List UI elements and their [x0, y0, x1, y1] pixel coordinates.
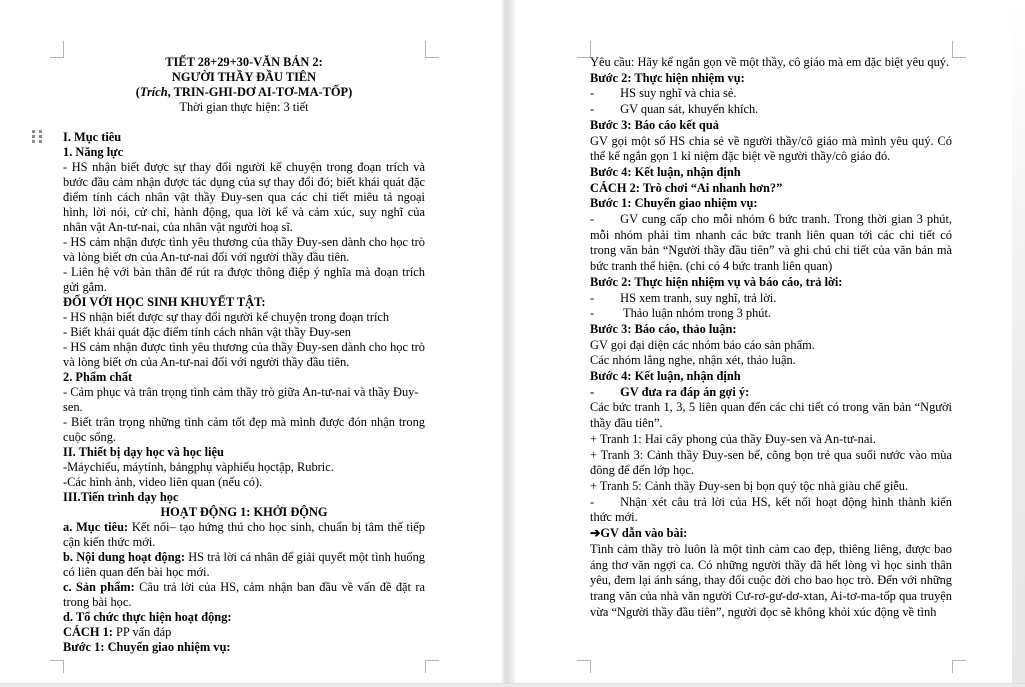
- text-run: TIẾT 28+29+30-VĂN BẢN 2:: [165, 55, 323, 69]
- text-run: d. Tổ chức thực hiện hoạt động:: [63, 610, 232, 624]
- text-run: a. Mục tiêu:: [63, 520, 129, 534]
- lead-in-heading: [590, 526, 952, 542]
- body-paragraph: [63, 625, 425, 640]
- margin-crop-mark-top-left: [50, 41, 64, 58]
- text-run: - HS cảm nhận được tình yêu thương của thầy Đuy-sen dành cho học trò và lòng biết ơn của An-tư-nai đối với người thầy đầu tiên.: [63, 235, 425, 264]
- text-run: -: [590, 306, 595, 321]
- page-2-text-area[interactable]: [590, 55, 952, 620]
- text-run: Bước 2: Thực hiện nhiệm vụ:: [590, 70, 745, 85]
- body-paragraph: [63, 385, 425, 415]
- section-heading: [63, 490, 425, 505]
- text-run: - Liên hệ với bản thân để rút ra được thông điệp ý nghĩa mà đoạn trích gửi gắm.: [63, 265, 425, 294]
- activity-heading: [63, 505, 425, 520]
- text-run: -Máychiếu, máytính, bảngphụ vàphiếu họctập, Rubric.: [63, 460, 334, 474]
- text-run: -: [590, 212, 595, 227]
- text-run: Các bức tranh 1, 3, 5 liên quan đến các chi tiết có trong văn bản “Người thầy đầu tiên”.: [590, 400, 952, 431]
- body-paragraph: [590, 400, 952, 431]
- text-run: ĐỐI VỚI HỌC SINH KHUYẾT TẬT:: [63, 295, 266, 309]
- text-run: Nhận xét câu trả lời của HS, kết nối hoạt động hình thành kiến thức mới.: [590, 494, 952, 525]
- list-item: [590, 291, 952, 307]
- text-run: + Tranh 5: Cảnh thầy Đuy-sen bị bọn quý tộc nhà giàu chế giễu.: [590, 478, 909, 493]
- text-run: ➔: [590, 526, 601, 541]
- body-paragraph: [63, 340, 425, 370]
- window-bottom-edge: [0, 683, 1025, 687]
- body-paragraph: [63, 550, 425, 580]
- text-run: - Biết trân trọng những tình cảm tốt đẹp mà mình được đón nhận trong cuộc sống.: [63, 415, 425, 444]
- list-item: [590, 102, 952, 118]
- step-heading: [590, 71, 952, 87]
- step-heading: [590, 369, 952, 385]
- body-paragraph: [63, 235, 425, 265]
- body-paragraph: [63, 265, 425, 295]
- page-1-text-area[interactable]: [63, 55, 425, 655]
- text-run: GV cung cấp cho mỗi nhóm 6 bức tranh. Trong thời gian 3 phút, mỗi nhóm phải tìm nhanh các bức tranh liên quan tới các chi tiết có trong văn bản “Người thầy đầu tiên” và ghi chú chi tiết của văn bản mà bức tranh thể hiện. (chỉ có 4 bức tranh liên quan): [590, 212, 952, 274]
- margin-crop-mark-top-right: [952, 41, 966, 58]
- body-paragraph: [590, 55, 952, 71]
- text-run: Câu trả lời của HS, cảm nhận ban đầu về vấn đề đặt ra trong bài học.: [63, 580, 425, 609]
- text-run: - HS nhận biết được sự thay đổi người kể chuyện trong đoạn trích: [63, 310, 390, 324]
- text-run: (: [135, 85, 140, 99]
- text-run: Thời gian thực hiện: 3 tiết: [179, 100, 309, 114]
- margin-crop-mark-top-right: [425, 41, 439, 58]
- text-run: GV gọi một số HS chia sẻ về người thầy/cô giáo mà mình yêu quý. Có thể kể ngắn gọn 1 kỉ niệm đặc biệt về người thầy/cô giáo đó.: [590, 133, 952, 164]
- text-run: HOẠT ĐỘNG 1: KHỞI ĐỘNG: [160, 505, 328, 519]
- step-heading: [590, 118, 952, 134]
- text-run: b. Nội dung hoạt động:: [63, 550, 185, 564]
- list-item: [590, 306, 952, 322]
- margin-crop-mark-bottom-right: [425, 660, 439, 673]
- text-run: 2. Phẩm chất: [63, 370, 133, 384]
- body-paragraph: [590, 353, 952, 369]
- text-run: GV quan sát, khuyến khích.: [620, 102, 759, 117]
- step-heading: [590, 322, 952, 338]
- text-run: -: [590, 384, 595, 399]
- text-run: PP vấn đáp: [112, 625, 172, 639]
- doc-title-line-1: [63, 55, 425, 70]
- text-run: Kết nối– tạo hứng thú cho học sinh, chuẩn bị tâm thế tiếp cận kiến thức mới.: [63, 520, 425, 549]
- text-run: Bước 1: Chuyển giao nhiệm vụ:: [590, 196, 758, 211]
- text-run: , TRIN-GHI-DƠ AI-TƠ-MA-TỐP): [167, 85, 353, 99]
- text-run: - HS nhận biết được sự thay đổi người kể chuyện trong đoạn trích và bước đầu cảm nhận được tác dụng của sự thay đổi đó; biết khái quát đặc điểm tính cách nhân vật thầy Đuy-sen qua các chi tiết miêu tả ngoại hình, lời nói, cử chỉ, hành động, qua lời kể và cảm xúc, suy nghĩ của nhân vật An-tư-nai, của nhân vật người hoạ sĩ.: [63, 160, 425, 234]
- doc-title-line-3: [63, 85, 425, 100]
- body-paragraph: [590, 448, 952, 479]
- text-run: Bước 3: Báo cáo kết quả: [590, 117, 719, 132]
- text-run: - Biết khái quát đặc điểm tính cách nhân vật thầy Đuy-sen: [63, 325, 351, 339]
- text-run: - HS cảm nhận được tình yêu thương của thầy Đuy-sen dành cho học trò và lòng biết ơn của An-tư-nai đối với người thầy đầu tiên.: [63, 340, 425, 369]
- list-item: [590, 495, 952, 526]
- text-run: Tình cảm thầy trò luôn là một tình cảm cao đẹp, thiêng liêng, được bao áng thơ văn ngợi ca. Có những người thầy đã hết lòng vì học sinh thân yêu, đem lại ánh sáng, thay đổi cuộc đời cho bao học trò. Đến với những trang văn của nhà văn người Cư-rơ-gư-dơ-xtan, Ai-tơ-ma-tốp qua truyện vừa “Người thầy đầu tiên”, người đọc sẽ không khỏi xúc động về tình: [590, 541, 952, 619]
- blank-line: [63, 115, 425, 130]
- section-heading: [63, 445, 425, 460]
- text-run: -: [590, 86, 595, 101]
- right-edge-shading: [1012, 0, 1025, 683]
- step-heading: [590, 275, 952, 291]
- list-item: [590, 385, 952, 401]
- text-run: HS trả lời cá nhân để giải quyết một tình huống có liên quan đến bài học mới.: [63, 550, 425, 579]
- sub-heading: [63, 370, 425, 385]
- margin-crop-mark-bottom-left: [50, 660, 64, 673]
- margin-crop-mark-bottom-right: [952, 660, 966, 673]
- body-paragraph: [63, 460, 425, 475]
- body-paragraph: [590, 432, 952, 448]
- body-paragraph: [63, 415, 425, 445]
- doc-title-line-2: [63, 70, 425, 85]
- text-run: -Các hình ảnh, video liên quan (nếu có).: [63, 475, 263, 489]
- text-run: Các nhóm lắng nghe, nhận xét, thảo luận.: [590, 353, 796, 368]
- sub-heading: [63, 295, 425, 310]
- sub-heading: [63, 610, 425, 625]
- text-run: GV gọi đại diện các nhóm báo cáo sản phẩm.: [590, 337, 815, 352]
- text-run: - Cảm phục và trân trọng tình cảm thầy trò giữa An-tư-nai và thầy Đuy-sen.: [63, 385, 419, 414]
- text-run: CÁCH 2: Trò chơi “Ai nhanh hơn?”: [590, 180, 783, 195]
- step-heading: [590, 165, 952, 181]
- step-heading: [590, 196, 952, 212]
- text-run: III.Tiến trình dạy học: [63, 490, 179, 504]
- text-run: c. Sản phẩm:: [63, 580, 135, 594]
- text-run: 1. Năng lực: [63, 145, 124, 159]
- text-run: -: [590, 494, 595, 509]
- text-run: Bước 1: Chuyển giao nhiệm vụ:: [63, 640, 231, 654]
- paragraph-drag-handle-icon[interactable]: [32, 130, 44, 145]
- text-run: Thảo luận nhóm trong 3 phút.: [620, 306, 771, 321]
- page-2: [516, 0, 1012, 683]
- text-run: GV đưa ra đáp án gợi ý:: [620, 384, 750, 399]
- text-run: + Tranh 3: Cảnh thầy Đuy-sen bế, cõng bọn trẻ qua suối nước vào mùa đông để đến lớp học.: [590, 447, 952, 478]
- step-heading: [63, 640, 425, 655]
- sub-heading: [63, 145, 425, 160]
- list-item: [590, 212, 952, 275]
- text-run: + Tranh 1: Hai cây phong của thầy Đuy-sen và An-tư-nai.: [590, 431, 876, 446]
- text-run: -: [590, 102, 595, 117]
- body-paragraph: [63, 475, 425, 490]
- sub-heading: [590, 181, 952, 197]
- text-run: HS suy nghĩ và chia sẻ.: [620, 86, 737, 101]
- text-run: -: [590, 290, 595, 305]
- text-run: II. Thiết bị dạy học và học liệu: [63, 445, 224, 459]
- page-gap: [501, 0, 517, 683]
- body-paragraph: [590, 479, 952, 495]
- margin-crop-mark-top-left: [577, 41, 591, 58]
- body-paragraph: [63, 325, 425, 340]
- doc-title-line-4: [63, 100, 425, 115]
- text-run: Trích: [139, 85, 168, 99]
- text-run: HS xem tranh, suy nghĩ, trả lời.: [620, 290, 777, 305]
- text-run: CÁCH 1:: [63, 625, 113, 639]
- body-paragraph: [63, 520, 425, 550]
- text-run: NGƯỜI THẦY ĐẦU TIÊN: [171, 70, 317, 84]
- body-paragraph: [590, 338, 952, 354]
- text-run: Yêu cầu: Hãy kể ngắn gọn về một thầy, cô giáo mà em đặc biệt yêu quý.: [590, 55, 950, 69]
- text-run: GV dẫn vào bài:: [600, 526, 688, 541]
- text-run: Bước 3: Báo cáo, thảo luận:: [590, 321, 737, 336]
- section-heading: [63, 130, 425, 145]
- body-paragraph: [63, 580, 425, 610]
- body-paragraph: [63, 310, 425, 325]
- body-paragraph: [63, 160, 425, 235]
- text-run: Bước 4: Kết luận, nhận định: [590, 369, 741, 384]
- text-run: Bước 4: Kết luận, nhận định: [590, 164, 741, 179]
- page-1: [0, 0, 502, 683]
- margin-crop-mark-bottom-left: [577, 660, 591, 673]
- body-paragraph: [590, 134, 952, 165]
- body-paragraph: [590, 542, 952, 621]
- text-run: Bước 2: Thực hiện nhiệm vụ và báo cáo, trả lời:: [590, 274, 843, 289]
- list-item: [590, 86, 952, 102]
- text-run: I. Mục tiêu: [63, 130, 122, 144]
